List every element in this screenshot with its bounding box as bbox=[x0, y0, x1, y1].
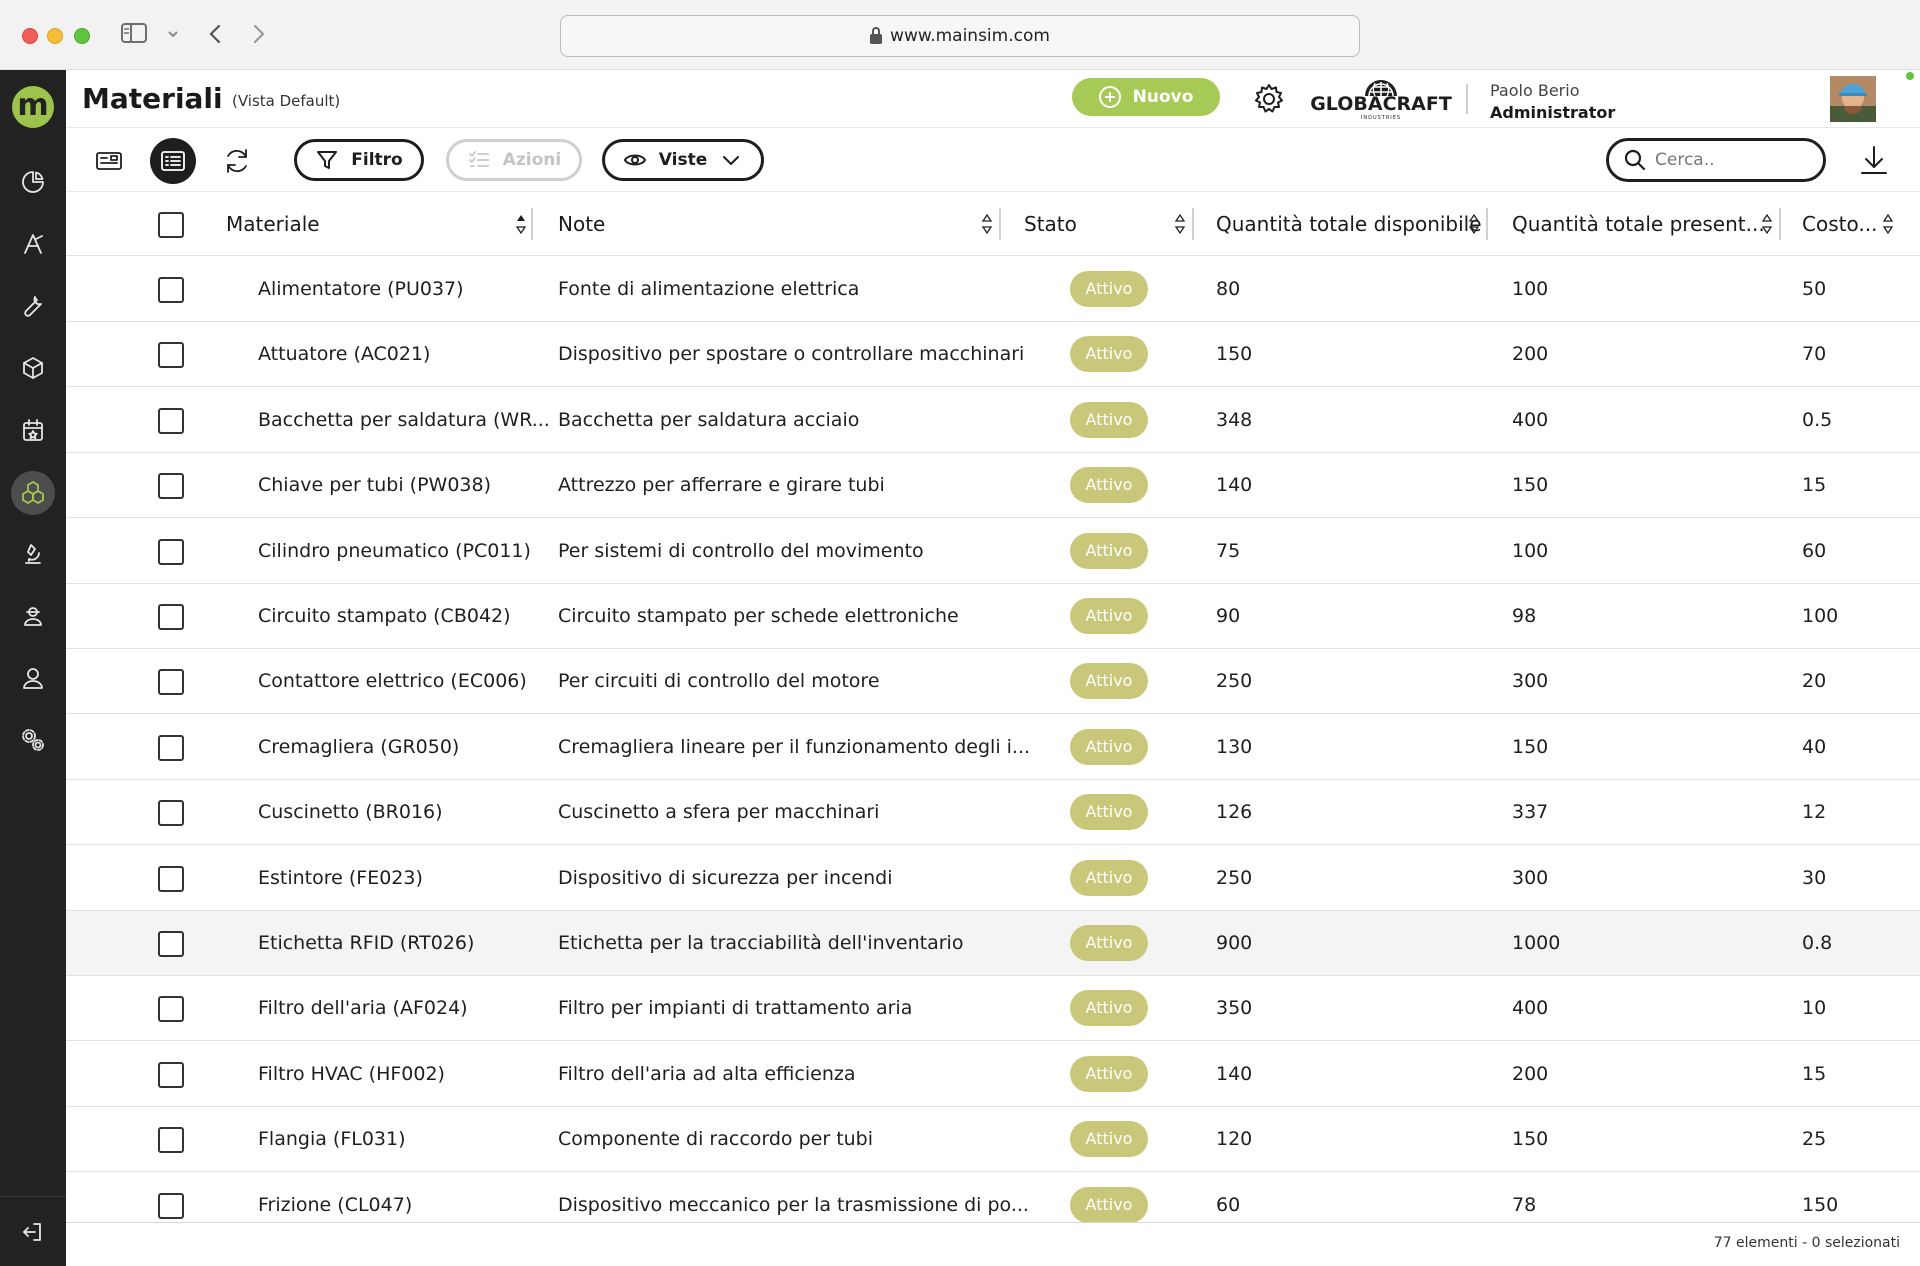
filter-icon bbox=[315, 148, 339, 172]
status-badge: Attivo bbox=[1070, 925, 1148, 961]
cell-quantita-disponibile: 348 bbox=[1216, 408, 1253, 431]
row-checkbox[interactable] bbox=[158, 1062, 184, 1088]
table-row[interactable] bbox=[66, 649, 1920, 714]
row-checkbox[interactable] bbox=[158, 800, 184, 826]
cell-materiale: Filtro HVAC (HF002) bbox=[258, 1062, 445, 1085]
cell-materiale: Cuscinetto (BR016) bbox=[258, 801, 443, 824]
company-logo-text: GLOBACRAFT bbox=[1310, 93, 1452, 115]
eye-icon bbox=[623, 148, 647, 172]
app-header bbox=[66, 70, 1920, 128]
sort-icon[interactable] bbox=[1174, 210, 1186, 238]
cell-quantita-disponibile: 130 bbox=[1216, 735, 1253, 758]
cell-quantita-disponibile: 60 bbox=[1216, 1193, 1241, 1216]
cell-materiale: Contattore elettrico (EC006) bbox=[258, 670, 527, 693]
sidebar-item-dashboard[interactable] bbox=[13, 162, 53, 202]
cell-quantita-disponibile: 80 bbox=[1216, 278, 1241, 300]
sidebar-item-assets[interactable] bbox=[13, 348, 53, 388]
sidebar-item-materials[interactable] bbox=[11, 471, 55, 515]
cell-quantita-presente: 150 bbox=[1512, 735, 1549, 758]
table-row[interactable] bbox=[66, 322, 1920, 387]
lock-icon bbox=[870, 34, 882, 44]
table-footer bbox=[66, 1222, 1920, 1266]
row-checkbox[interactable] bbox=[158, 1127, 184, 1153]
cell-note: Cuscinetto a sfera per macchinari bbox=[558, 801, 880, 824]
browser-toolbar bbox=[0, 0, 1920, 70]
status-badge: Attivo bbox=[1070, 1121, 1148, 1157]
cell-costo: 100 bbox=[1802, 605, 1839, 627]
sidebar-item-calendar[interactable] bbox=[13, 410, 53, 450]
row-checkbox[interactable] bbox=[158, 669, 184, 695]
status-badge: Attivo bbox=[1070, 1056, 1148, 1092]
cell-quantita-presente: 400 bbox=[1512, 997, 1549, 1020]
cell-note: Cremagliera lineare per il funzionamento degli i... bbox=[558, 735, 1031, 758]
url-text: www.mainsim.com bbox=[890, 26, 1050, 46]
cell-quantita-disponibile: 900 bbox=[1216, 932, 1253, 954]
cell-materiale: Attuatore (AC021) bbox=[258, 343, 431, 366]
cell-quantita-presente: 98 bbox=[1512, 605, 1537, 627]
row-checkbox[interactable] bbox=[158, 473, 184, 499]
cell-note: Componente di raccordo per tubi bbox=[558, 1128, 874, 1151]
cell-materiale: Etichetta RFID (RT026) bbox=[258, 932, 475, 954]
user-icon bbox=[20, 665, 46, 691]
row-checkbox[interactable] bbox=[158, 735, 184, 761]
filter-button[interactable] bbox=[294, 139, 424, 181]
sidebar-item-team[interactable] bbox=[13, 596, 53, 636]
status-badge: Attivo bbox=[1070, 598, 1148, 634]
cell-quantita-disponibile: 126 bbox=[1216, 801, 1253, 824]
sidebar-item-requests[interactable] bbox=[13, 224, 53, 264]
filter-button-label: Filtro bbox=[351, 150, 403, 170]
table-header-row bbox=[66, 192, 1920, 256]
cell-costo: 12 bbox=[1802, 801, 1827, 824]
settings-button[interactable] bbox=[1252, 82, 1286, 116]
cell-quantita-presente: 200 bbox=[1512, 1062, 1549, 1085]
select-all-checkbox[interactable] bbox=[158, 212, 184, 238]
table-row[interactable] bbox=[66, 976, 1920, 1041]
cell-costo: 20 bbox=[1802, 670, 1827, 693]
cell-quantita-presente: 300 bbox=[1512, 670, 1549, 693]
cell-costo: 0.8 bbox=[1802, 932, 1833, 954]
close-window-button[interactable] bbox=[22, 28, 38, 44]
column-separator[interactable] bbox=[531, 208, 533, 240]
table-row[interactable] bbox=[66, 911, 1920, 976]
plus-icon bbox=[1099, 86, 1121, 108]
table-row[interactable] bbox=[66, 846, 1920, 911]
views-dropdown-label: Viste bbox=[658, 150, 708, 170]
sort-icon[interactable] bbox=[1468, 210, 1480, 238]
cell-quantita-presente: 100 bbox=[1512, 539, 1549, 562]
cell-quantita-presente: 200 bbox=[1512, 343, 1549, 366]
cell-note: Dispositivo meccanico per la trasmissione di po... bbox=[558, 1193, 1029, 1216]
table-row[interactable] bbox=[66, 584, 1920, 649]
cell-materiale: Filtro dell'aria (AF024) bbox=[258, 997, 468, 1020]
column-separator[interactable] bbox=[1779, 208, 1781, 240]
cell-materiale: Bacchetta per saldatura (WR... bbox=[258, 408, 550, 431]
cell-quantita-presente: 337 bbox=[1512, 801, 1549, 824]
cell-quantita-presente: 1000 bbox=[1512, 932, 1561, 954]
status-badge: Attivo bbox=[1070, 990, 1148, 1026]
table-row[interactable] bbox=[66, 453, 1920, 518]
sidebar-item-settings[interactable] bbox=[13, 720, 53, 760]
cell-note: Dispositivo di sicurezza per incendi bbox=[558, 866, 893, 889]
materials-icon bbox=[20, 480, 46, 506]
table-row[interactable] bbox=[66, 257, 1920, 322]
cell-quantita-disponibile: 250 bbox=[1216, 866, 1253, 889]
company-logo bbox=[1310, 74, 1452, 122]
cell-materiale: Cremagliera (GR050) bbox=[258, 735, 460, 758]
status-badge: Attivo bbox=[1070, 860, 1148, 896]
maintenance-icon bbox=[20, 293, 46, 319]
status-badge: Attivo bbox=[1070, 336, 1148, 372]
table-row[interactable] bbox=[66, 388, 1920, 453]
chevron-down-icon bbox=[719, 148, 743, 172]
table-row[interactable] bbox=[66, 1107, 1920, 1172]
cell-costo: 15 bbox=[1802, 1062, 1827, 1085]
column-header-materiale[interactable]: Materiale bbox=[226, 212, 320, 236]
cell-quantita-presente: 300 bbox=[1512, 866, 1549, 889]
cell-costo: 15 bbox=[1802, 474, 1827, 497]
back-icon[interactable] bbox=[206, 22, 226, 53]
new-button-label: Nuovo bbox=[1132, 87, 1194, 107]
cell-quantita-presente: 150 bbox=[1512, 1128, 1549, 1151]
selection-count: 77 elementi - 0 selezionati bbox=[1713, 1235, 1900, 1251]
table-row[interactable] bbox=[66, 780, 1920, 845]
cell-costo: 60 bbox=[1802, 539, 1827, 562]
cell-quantita-disponibile: 350 bbox=[1216, 997, 1253, 1020]
column-header-note[interactable]: Note bbox=[558, 212, 606, 236]
cell-note: Circuito stampato per schede elettroniche bbox=[558, 605, 959, 627]
status-badge: Attivo bbox=[1070, 271, 1148, 307]
cell-costo: 70 bbox=[1802, 343, 1827, 366]
sidebar-item-maintenance[interactable] bbox=[13, 286, 53, 326]
table-row[interactable] bbox=[66, 715, 1920, 780]
status-badge: Attivo bbox=[1070, 794, 1148, 830]
column-header-quantita-disponibile[interactable]: Quantità totale disponibile bbox=[1216, 212, 1482, 236]
minimize-window-button[interactable] bbox=[47, 28, 63, 44]
row-checkbox[interactable] bbox=[158, 342, 184, 368]
address-bar[interactable] bbox=[560, 15, 1360, 57]
sidebar-item-analysis[interactable] bbox=[13, 534, 53, 574]
cell-materiale: Frizione (CL047) bbox=[258, 1193, 413, 1216]
cell-quantita-disponibile: 90 bbox=[1216, 605, 1241, 627]
download-icon bbox=[1856, 142, 1892, 178]
gear-icon bbox=[1252, 82, 1286, 116]
sort-icon[interactable] bbox=[1761, 210, 1773, 238]
column-separator[interactable] bbox=[1486, 208, 1488, 240]
avatar[interactable] bbox=[1830, 76, 1876, 122]
card-view-icon bbox=[94, 146, 124, 176]
column-header-costo[interactable]: Costo... bbox=[1802, 212, 1878, 236]
cell-note: Filtro per impianti di trattamento aria bbox=[558, 997, 913, 1020]
new-button[interactable] bbox=[1072, 78, 1220, 116]
sort-icon[interactable] bbox=[981, 210, 993, 238]
cell-note: Etichetta per la tracciabilità dell'inventario bbox=[558, 932, 964, 954]
row-checkbox[interactable] bbox=[158, 866, 184, 892]
forward-icon[interactable] bbox=[248, 22, 268, 53]
cell-costo: 10 bbox=[1802, 997, 1827, 1020]
row-checkbox[interactable] bbox=[158, 931, 184, 957]
cell-quantita-presente: 400 bbox=[1512, 408, 1549, 431]
materials-table bbox=[66, 192, 1920, 1222]
status-badge: Attivo bbox=[1070, 729, 1148, 765]
sidebar-toggle-icon[interactable] bbox=[120, 22, 148, 51]
column-header-stato[interactable]: Stato bbox=[1024, 212, 1077, 236]
cell-note: Per sistemi di controllo del movimento bbox=[558, 539, 924, 562]
list-view-icon bbox=[158, 146, 188, 176]
settings-icon bbox=[20, 727, 46, 753]
cell-quantita-disponibile: 150 bbox=[1216, 343, 1253, 366]
status-badge: Attivo bbox=[1070, 467, 1148, 503]
cell-materiale: Alimentatore (PU037) bbox=[258, 278, 464, 300]
table-row[interactable] bbox=[66, 519, 1920, 584]
cell-materiale: Chiave per tubi (PW038) bbox=[258, 474, 492, 497]
actions-button-label: Azioni bbox=[502, 150, 562, 170]
current-view-label: (Vista Default) bbox=[232, 92, 341, 110]
sidebar-item-logout[interactable] bbox=[0, 1196, 66, 1266]
cell-costo: 50 bbox=[1802, 278, 1827, 300]
cell-quantita-disponibile: 140 bbox=[1216, 474, 1253, 497]
checklist-icon bbox=[467, 148, 491, 172]
cell-note: Filtro dell'aria ad alta efficienza bbox=[558, 1062, 856, 1085]
column-separator[interactable] bbox=[1192, 208, 1194, 240]
views-dropdown[interactable] bbox=[602, 139, 764, 181]
app-logo[interactable]: m bbox=[12, 86, 54, 128]
sort-icon[interactable] bbox=[1882, 210, 1894, 238]
row-checkbox[interactable] bbox=[158, 539, 184, 565]
cell-costo: 25 bbox=[1802, 1128, 1827, 1151]
refresh-button[interactable] bbox=[214, 138, 260, 184]
cell-note: Bacchetta per saldatura acciaio bbox=[558, 408, 860, 431]
cell-quantita-disponibile: 140 bbox=[1216, 1062, 1253, 1085]
user-role: Administrator bbox=[1490, 103, 1616, 122]
logout-icon bbox=[20, 1219, 46, 1245]
cell-materiale: Flangia (FL031) bbox=[258, 1128, 406, 1151]
row-checkbox[interactable] bbox=[158, 1193, 184, 1219]
cell-quantita-presente: 78 bbox=[1512, 1193, 1537, 1216]
cell-costo: 30 bbox=[1802, 866, 1827, 889]
actions-button[interactable] bbox=[446, 139, 582, 181]
company-logo-subtext: INDUSTRIES bbox=[1360, 115, 1402, 121]
search-box[interactable] bbox=[1606, 138, 1826, 182]
cell-note: Per circuiti di controllo del motore bbox=[558, 670, 880, 693]
row-checkbox[interactable] bbox=[158, 408, 184, 434]
analysis-icon bbox=[20, 541, 46, 567]
search-icon bbox=[1623, 148, 1647, 172]
refresh-icon bbox=[222, 146, 252, 176]
requests-icon bbox=[20, 231, 46, 257]
team-icon bbox=[20, 603, 46, 629]
cell-quantita-disponibile: 75 bbox=[1216, 539, 1241, 562]
cell-note: Attrezzo per afferrare e girare tubi bbox=[558, 474, 885, 497]
column-header-quantita-presente[interactable]: Quantità totale present... bbox=[1512, 212, 1765, 236]
cell-note: Dispositivo per spostare o controllare macchinari bbox=[558, 343, 1025, 366]
search-input[interactable] bbox=[1655, 150, 1805, 170]
column-separator[interactable] bbox=[999, 208, 1001, 240]
cell-costo: 0.5 bbox=[1802, 408, 1833, 431]
status-badge: Attivo bbox=[1070, 1187, 1148, 1223]
cell-quantita-presente: 150 bbox=[1512, 474, 1549, 497]
cell-quantita-disponibile: 250 bbox=[1216, 670, 1253, 693]
dashboard-icon bbox=[20, 169, 46, 195]
table-row[interactable] bbox=[66, 1042, 1920, 1107]
toolbar bbox=[66, 128, 1920, 192]
status-badge: Attivo bbox=[1070, 533, 1148, 569]
sort-icon[interactable] bbox=[515, 210, 527, 238]
status-badge: Attivo bbox=[1070, 402, 1148, 438]
cell-materiale: Cilindro pneumatico (PC011) bbox=[258, 539, 531, 562]
assets-icon bbox=[20, 355, 46, 381]
online-status-dot bbox=[1906, 72, 1914, 80]
cell-note: Fonte di alimentazione elettrica bbox=[558, 278, 860, 300]
list-view-button[interactable] bbox=[150, 138, 196, 184]
maximize-window-button[interactable] bbox=[74, 28, 90, 44]
cell-materiale: Estintore (FE023) bbox=[258, 866, 423, 889]
page-title: Materiali bbox=[82, 82, 223, 115]
user-name: Paolo Berio bbox=[1490, 81, 1580, 100]
row-checkbox[interactable] bbox=[158, 277, 184, 303]
sidebar bbox=[0, 70, 66, 1266]
calendar-icon bbox=[20, 417, 46, 443]
cell-costo: 40 bbox=[1802, 735, 1827, 758]
card-view-button[interactable] bbox=[86, 138, 132, 184]
row-checkbox[interactable] bbox=[158, 996, 184, 1022]
row-checkbox[interactable] bbox=[158, 604, 184, 630]
chevron-down-icon[interactable] bbox=[166, 24, 180, 51]
sidebar-item-users[interactable] bbox=[13, 658, 53, 698]
cell-quantita-presente: 100 bbox=[1512, 278, 1549, 300]
header-divider bbox=[1466, 84, 1468, 114]
cell-quantita-disponibile: 120 bbox=[1216, 1128, 1253, 1151]
cell-materiale: Circuito stampato (CB042) bbox=[258, 605, 511, 627]
status-badge: Attivo bbox=[1070, 663, 1148, 699]
cell-costo: 150 bbox=[1802, 1193, 1839, 1216]
download-button[interactable] bbox=[1856, 142, 1892, 178]
